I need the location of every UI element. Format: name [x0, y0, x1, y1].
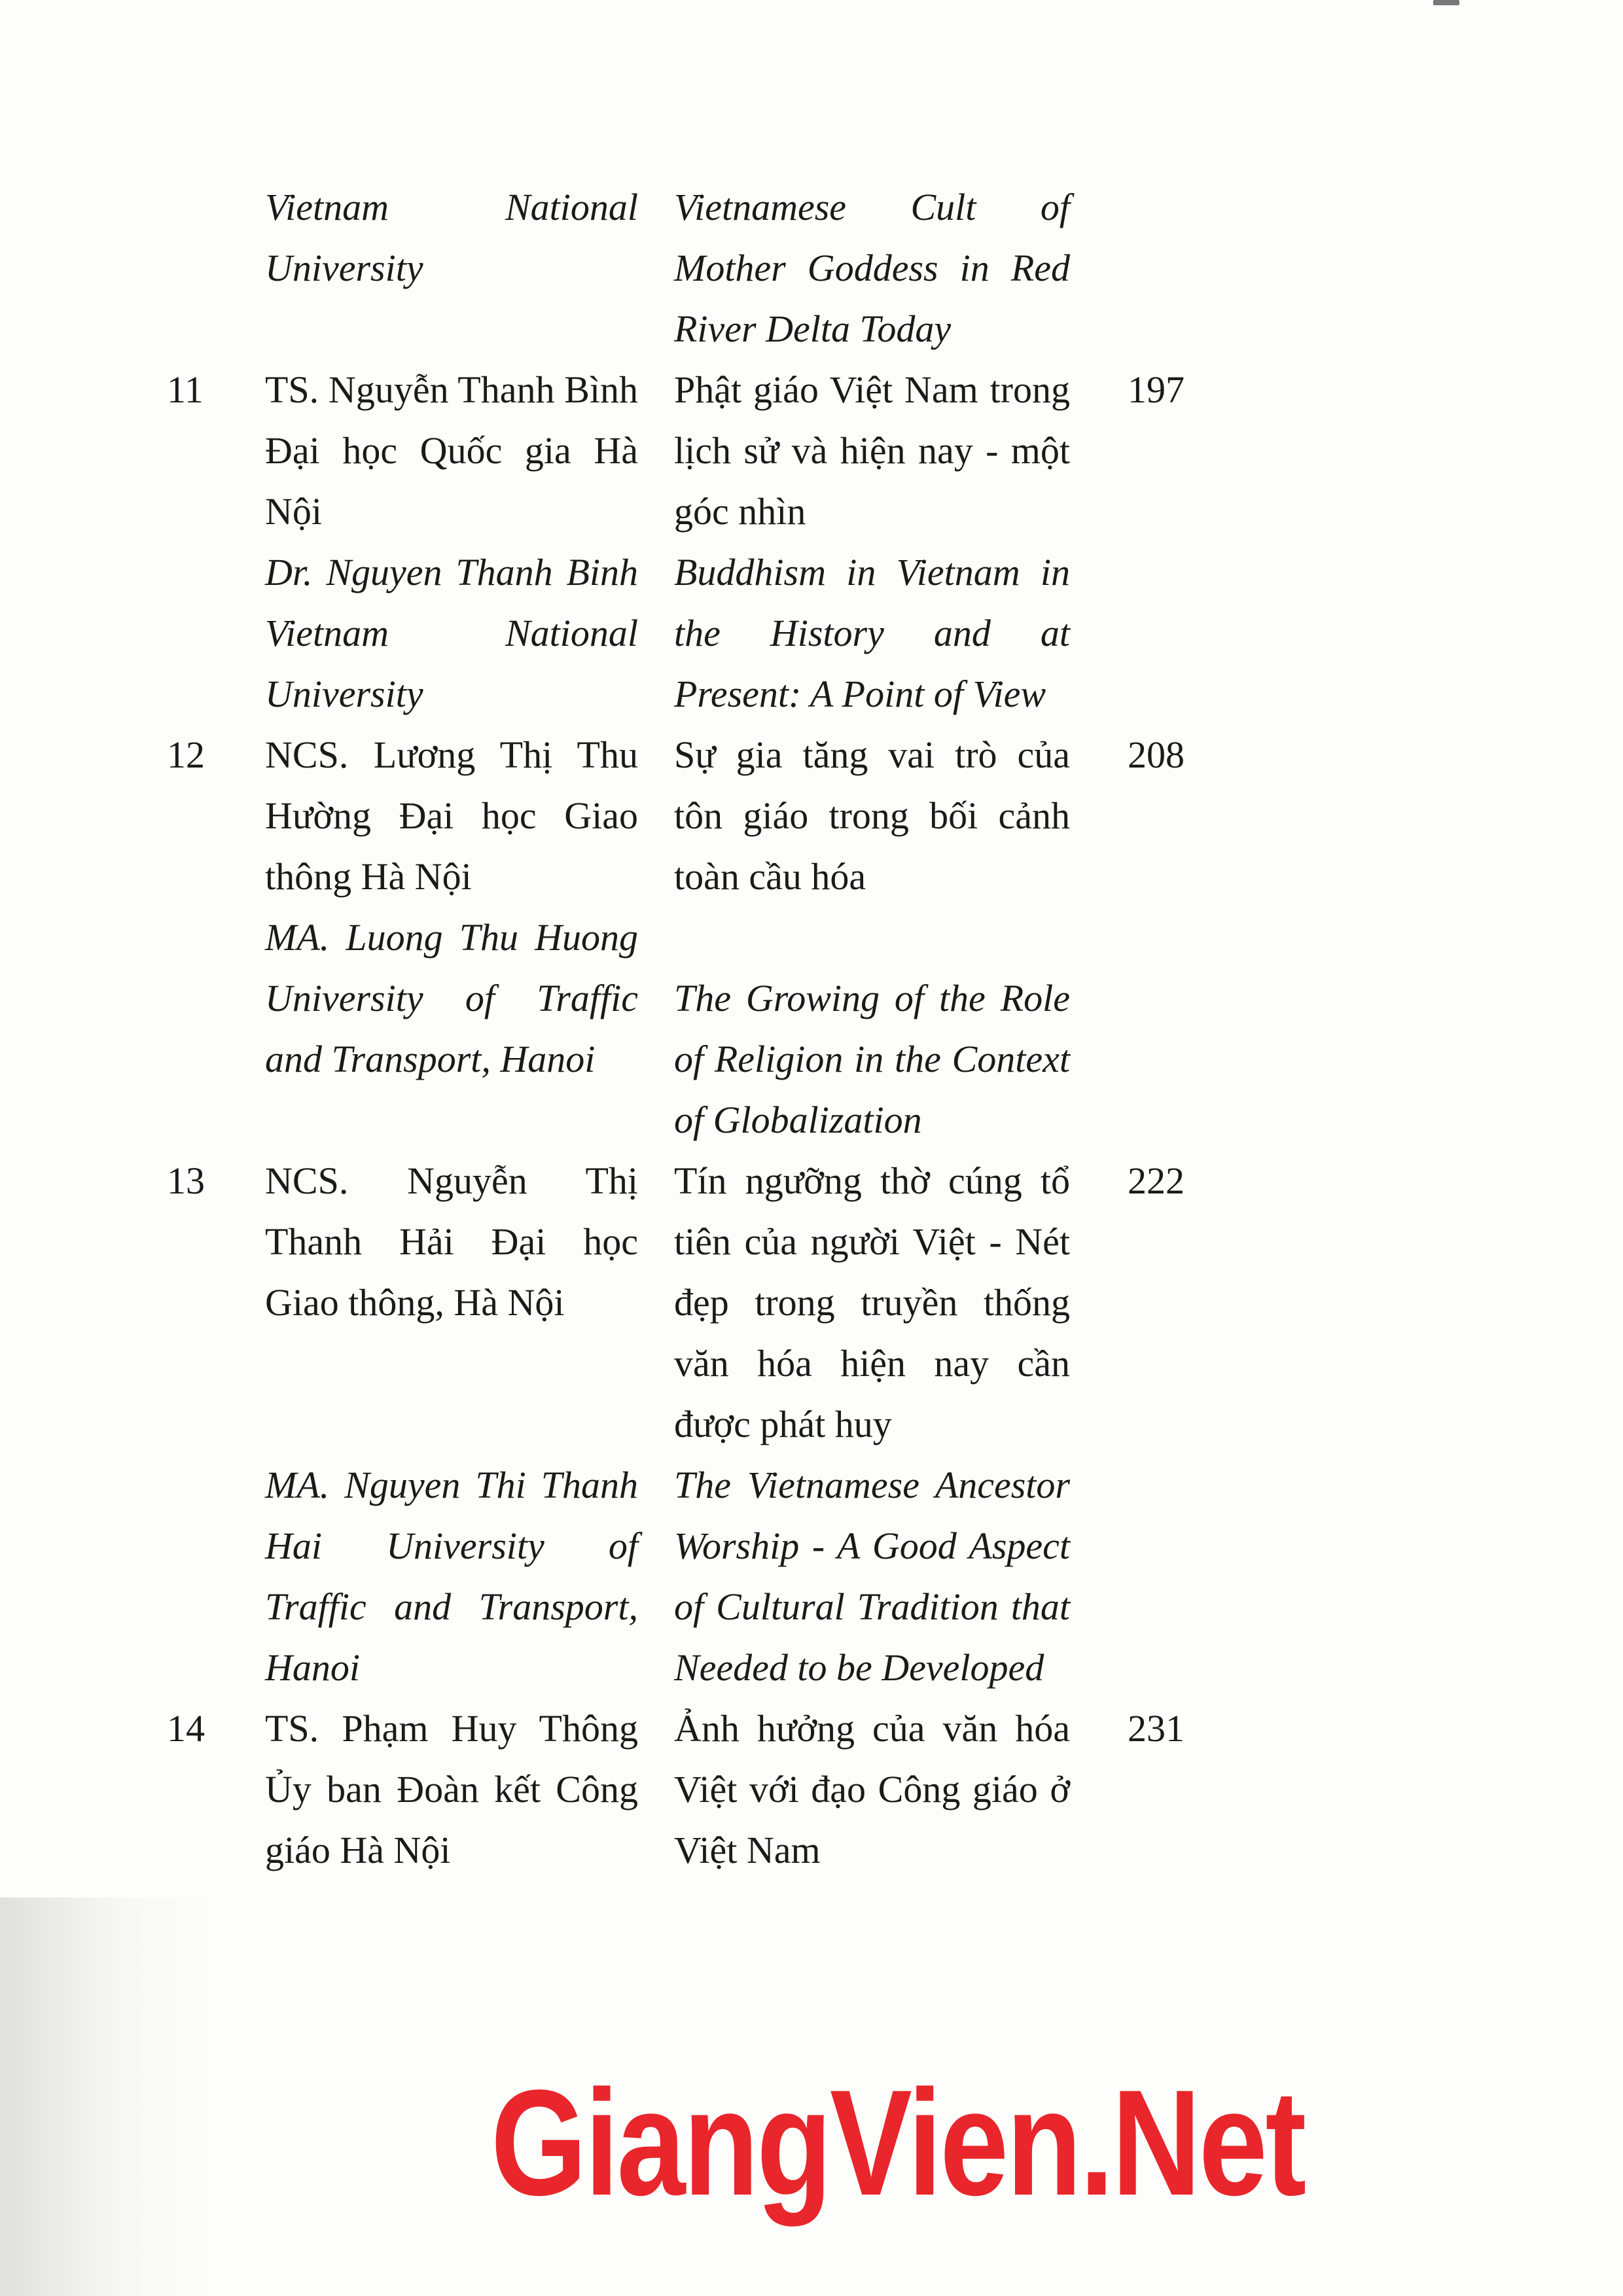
- entry-title-vn: Tín ngưỡng thờ cúng tổ tiên của người Việt - Nét đẹp trong truyền thống văn hóa hiện nay cần được phát huy: [674, 1159, 1070, 1445]
- entry-number: 13: [167, 1159, 205, 1202]
- entry-title-column: [658, 1150, 1086, 1698]
- entry-page: 231: [1128, 1707, 1185, 1750]
- entry-author-column: [265, 1150, 658, 1698]
- entry-title-column: [658, 1698, 1086, 1881]
- table-of-contents: [164, 177, 1276, 1881]
- entry-number: 12: [167, 733, 205, 776]
- entry-page: 208: [1128, 733, 1185, 776]
- toc-entry: [164, 177, 1276, 359]
- entry-number: 14: [167, 1707, 205, 1750]
- watermark-logo: GiangVien.Net: [491, 2058, 1304, 2227]
- entry-title-en: The Vietnamese Ancestor Worship - A Good Aspect of Cultural Tradition that Needed to be Developed: [674, 1464, 1070, 1689]
- toc-entry: [164, 359, 1276, 724]
- entry-author-vn: TS. Nguyễn Thanh Bình Đại học Quốc gia Hà Nội: [265, 368, 638, 533]
- entry-title-column: [658, 359, 1086, 724]
- scan-shadow: [0, 1898, 216, 2296]
- entry-title-en: The Growing of the Role of Religion in the Context of Globalization: [674, 977, 1070, 1141]
- entry-title-vn: Phật giáo Việt Nam trong lịch sử và hiện nay - một góc nhìn: [674, 368, 1070, 533]
- entry-title-en: Buddhism in Vietnam in the History and at Present: A Point of View: [674, 551, 1070, 715]
- entry-author-vn: TS. Phạm Huy Thông Ủy ban Đoàn kết Công giáo Hà Nội: [265, 1707, 638, 1871]
- entry-number: 11: [167, 368, 204, 411]
- entry-title-en: Vietnamese Cult of Mother Goddess in Red River Delta Today: [674, 186, 1070, 350]
- toc-entry: [164, 724, 1276, 1150]
- entry-author-vn: NCS. Lương Thị Thu Hường Đại học Giao thông Hà Nội: [265, 733, 638, 898]
- entry-author-vn: NCS. Nguyễn Thị Thanh Hải Đại học Giao thông, Hà Nội: [265, 1159, 638, 1324]
- entry-author-en: Vietnam National University: [265, 186, 638, 289]
- entry-author-en: Dr. Nguyen Thanh Binh Vietnam National University: [265, 551, 638, 715]
- entry-author-column: [265, 359, 658, 724]
- entry-title-vn: Ảnh hưởng của văn hóa Việt với đạo Công giáo ở Việt Nam: [674, 1707, 1070, 1871]
- scan-mark: [1433, 0, 1459, 5]
- toc-entry: [164, 1698, 1276, 1881]
- entry-author-en: MA. Nguyen Thi Thanh Hai University of Traffic and Transport, Hanoi: [265, 1464, 638, 1689]
- entry-author-column: [265, 724, 658, 1089]
- entry-page: 197: [1128, 368, 1185, 411]
- entry-author-en: MA. Luong Thu Huong University of Traffic and Transport, Hanoi: [265, 916, 638, 1080]
- toc-entry: [164, 1150, 1276, 1698]
- entry-page: 222: [1128, 1159, 1185, 1202]
- entry-title-column: [658, 724, 1086, 1150]
- entry-title-vn: Sự gia tăng vai trò của tôn giáo trong bối cảnh toàn cầu hóa: [674, 733, 1070, 898]
- entry-author-column: [265, 1698, 658, 1881]
